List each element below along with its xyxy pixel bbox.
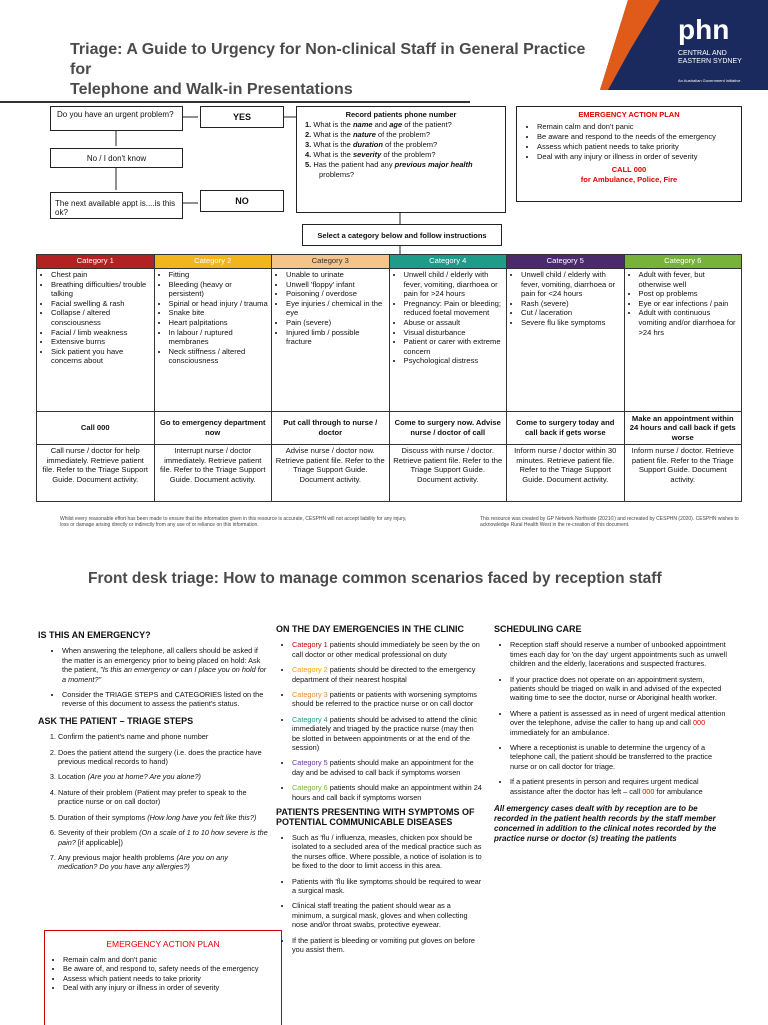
eap-bottom-list: [45, 955, 281, 993]
category-4-symptoms: [389, 269, 507, 412]
day-emergency-item: [292, 665, 482, 684]
category-5-action: Come to surgery today and call back if gets worse: [507, 412, 625, 445]
category-4-action: Come to surgery now. Advise nurse / doctor of call: [389, 412, 507, 445]
category-action-row: [37, 412, 742, 445]
category-5-instruction: Inform nurse / doctor within 30 minutes. Retrieve patient file. Refer to the Triage Support Guide. Document activity.: [507, 445, 625, 502]
scheduling-list: [494, 640, 730, 796]
record-item-number: 2.: [305, 130, 314, 139]
scheduling-text: Reception staff should reserve a number of unbooked appointment times each day for 'on the day' urgent appointments such as unwell children and the elderly, lacerations and suspected fractures.: [510, 640, 727, 669]
triage-step-text: Confirm the patient's name and phone number: [58, 732, 209, 742]
category-2-header: Category 2: [154, 255, 272, 269]
eap-bottom-item: • Deal with any injury or illness in order of severity: [63, 983, 281, 992]
emergency-plan-top: [516, 106, 742, 202]
category-6-action: Make an appointment within 24 hours and call back if gets worse: [624, 412, 742, 445]
record-item-text: of the problem?: [375, 130, 431, 139]
select-category-label: Select a category below and follow instructions: [317, 231, 487, 240]
eap-top-list: [523, 122, 735, 162]
yes-label: YES: [232, 112, 251, 122]
communicable-item: • Patients with 'flu like symptoms should be required to wear a surgical mask.: [292, 877, 482, 896]
day-emergency-text: patients should be directed to the emergency department of their nearest hospital: [292, 665, 476, 684]
scheduling-text: Where a patient is assessed as in need of urgent medical attention over the telephone, advise the caller to hang up and call: [510, 708, 726, 728]
scheduling-item: [510, 640, 730, 668]
symptom-item: • Spinal or head injury / trauma: [169, 299, 269, 309]
symptom-list: [628, 270, 739, 337]
column-emergency: [38, 631, 268, 878]
eap-bottom-title: EMERGENCY ACTION PLAN: [106, 939, 220, 949]
record-item-number: 3.: [305, 140, 314, 149]
record-item-emphasis: nature: [352, 130, 376, 139]
triage-step: [58, 813, 268, 822]
record-item-text: Has the patient had any: [313, 160, 395, 169]
triage-step: [58, 772, 268, 781]
symptom-item: • In labour / ruptured membranes: [169, 328, 269, 347]
symptom-item: • Pregnancy: Pain or bleeding; reduced foetal movement: [404, 299, 504, 318]
symptom-item: • Heart palpitations: [169, 318, 269, 328]
symptom-item: • Unwell child / elderly with fever, vomiting, diarrhoea or pain for >24 hours: [404, 270, 504, 299]
symptom-list: [275, 270, 386, 347]
record-item-text: What is the: [313, 150, 353, 159]
category-2-action: Go to emergency department now: [154, 412, 272, 445]
symptom-item: • Poisoning / overdose: [286, 289, 386, 299]
emergency-bullet-1: [62, 646, 268, 684]
category-6-header: Category 6: [624, 255, 742, 269]
no-dont-know-label: No / I don't know: [86, 154, 147, 163]
disclaimer-left: Whilst every reasonable effort has been made to ensure that the information given in this resource is accurate, CESPHN will not accept liability for any injury, loss or damage arising directly or indirectly from any use of or reliance on this information.: [60, 516, 407, 528]
category-4-instruction: Discuss with nurse / doctor. Retrieve patient file. Refer to the Triage Support Guide. Document activity.: [389, 445, 507, 502]
title-line-1: Triage: A Guide to Urgency for Non-clinical Staff in General Practice for: [70, 41, 586, 78]
triage-step-question: (Are you on any medication? Do you have any allergies?): [58, 852, 228, 872]
category-label: Category 6: [292, 783, 328, 793]
triage-step-text: Duration of their symptoms: [58, 812, 148, 822]
symptom-item: • Severe flu like symptoms: [521, 318, 621, 328]
eap-top-item: • Be aware and respond to the needs of the emergency: [537, 132, 735, 142]
next-appt-label: The next available appt is....is this ok?: [55, 199, 176, 217]
triage-step: [58, 748, 268, 767]
logo-line-1: CENTRAL AND: [678, 50, 727, 57]
record-item: [303, 140, 499, 150]
day-emergency-item: [292, 783, 482, 802]
eap-bottom-item: • Be aware of, and respond to, safety needs of the emergency: [63, 964, 281, 973]
emergency-number: 000: [642, 786, 655, 796]
record-item-text: problems?: [319, 170, 355, 179]
category-label: Category 1: [292, 640, 328, 650]
column-day-emergencies: [276, 625, 482, 960]
title-line-2: Telephone and Walk-in Presentations: [70, 81, 353, 98]
heading-communicable: PATIENTS PRESENTING WITH SYMPTOMS OF POTENTIAL COMMUNICABLE DISEASES: [276, 807, 475, 827]
symptom-item: • Eye injuries / chemical in the eye: [286, 299, 386, 318]
symptom-item: • Snake bite: [169, 308, 269, 318]
category-6-instruction: Inform nurse / doctor. Retrieve patient file. Refer to the Triage Support Guide. Document activity.: [624, 445, 742, 502]
eap-top-call: CALL 000: [611, 165, 647, 174]
record-list: [303, 120, 499, 180]
record-item-text: What is the: [313, 140, 353, 149]
record-item-text: of the problem?: [381, 150, 436, 159]
symptom-item: • Unable to urinate: [286, 270, 386, 280]
record-title: Record patients phone number: [345, 110, 457, 119]
day-emergency-item: [292, 690, 482, 709]
emergency-number: 000: [692, 718, 706, 728]
logo-text: phn: [678, 14, 730, 45]
record-item-emphasis: severity: [352, 150, 382, 159]
day-emergency-text: patients should immediately be seen by the on call doctor or other medical professional on duty: [292, 640, 480, 659]
scheduling-item: [510, 777, 730, 796]
triage-step-text: Severity of their problem: [58, 828, 140, 838]
heading-scheduling: SCHEDULING CARE: [494, 624, 582, 634]
logo-tagline: An Australian Government Initiative: [678, 78, 741, 83]
eap-top-item: • Deal with any injury or illness in order of severity: [537, 152, 735, 162]
record-item-number: 5.: [305, 160, 314, 169]
day-emergency-item: [292, 758, 482, 777]
eap-top-title: EMERGENCY ACTION PLAN: [578, 110, 680, 119]
symptom-item: • Pain (severe): [286, 318, 386, 328]
triage-steps-list: [38, 732, 268, 871]
category-label: Category 4: [292, 714, 328, 724]
symptom-item: • Fitting: [169, 270, 269, 280]
emergency-bullets: [38, 646, 268, 708]
symptom-item: • Unwell 'floppy' infant: [286, 280, 386, 290]
day-emergency-text: patients should make an appointment for the day and be advised to call back if symptoms worsen: [292, 758, 474, 777]
symptom-item: • Unwell child / elderly with fever, vomiting, diarrhoea or pain for <24 hours: [521, 270, 621, 299]
symptom-item: • Adult with continuous vomiting and/or diarrhoea for >24 hrs: [639, 308, 739, 337]
category-3-header: Category 3: [272, 255, 390, 269]
symptom-item: • Eye or ear infections / pain: [639, 299, 739, 309]
symptom-item: • Injured limb / possible fracture: [286, 328, 386, 347]
record-item-text: What is the: [313, 120, 353, 129]
category-1-action: Call 000: [37, 412, 155, 445]
category-label: Category 3: [292, 690, 328, 700]
symptom-item: • Neck stiffness / altered consciousness: [169, 347, 269, 366]
symptom-list: [510, 270, 621, 328]
category-2-symptoms: [154, 269, 272, 412]
symptom-item: • Psychological distress: [404, 356, 504, 366]
category-1-symptoms: [37, 269, 155, 412]
record-item-text: of the patient?: [402, 120, 452, 129]
triage-step: [58, 732, 268, 741]
symptom-item: • Facial / limb weakness: [51, 328, 151, 338]
day-emergency-text: patients should make an appointment within 24 hours and call back if symptoms worsen: [292, 783, 482, 802]
category-instruction-row: [37, 445, 742, 502]
category-1-instruction: Call nurse / doctor for help immediately. Retrieve patient file. Refer to the Triage Support Guide. Document activity.: [37, 445, 155, 502]
emergency-bullet-2: [62, 690, 268, 709]
record-item-number: 1.: [305, 120, 314, 129]
record-item-emphasis: previous major health: [394, 160, 473, 169]
communicable-list: [276, 833, 482, 954]
symptom-item: • Bleeding (heavy or persistent): [169, 280, 269, 299]
scheduling-text: If your practice does not operate on an appointment system, patients should be triaged on walk in and advised of the expected waiting time to see the doctor, nurse or Aboriginal health worker.: [510, 674, 722, 703]
heading-day-emergencies: ON THE DAY EMERGENCIES IN THE CLINIC: [276, 624, 465, 634]
category-3-instruction: Advise nurse / doctor now. Retrieve patient file. Refer to the Triage Support Guide. Document activity.: [272, 445, 390, 502]
record-box: [296, 106, 506, 213]
symptom-list: [40, 270, 151, 366]
symptom-item: • Sick patient you have concerns about: [51, 347, 151, 366]
record-item-text: What is the: [313, 130, 353, 139]
record-item: [303, 120, 499, 130]
day-emergency-item: [292, 640, 482, 659]
category-table: [36, 254, 742, 502]
triage-step: [58, 788, 268, 807]
urgent-question: Do you have an urgent problem?: [57, 110, 174, 119]
day-emergency-item: [292, 715, 482, 753]
category-6-symptoms: [624, 269, 742, 412]
day-emergency-text: patients should be advised to attend the clinic immediately and triaged by the practice nurse (may then be slotted in between appointments or at the end of the session): [292, 714, 477, 753]
triage-step-text: Nature of their problem (Patient may prefer to speak to the practice nurse or on call doctor): [58, 787, 247, 807]
symptom-item: • Breathing difficulties/ trouble talking: [51, 280, 151, 299]
category-3-symptoms: [272, 269, 390, 412]
triage-step: [58, 828, 268, 847]
scheduling-note: All emergency cases dealt with by reception are to be recorded in the patient health records by the staff member concerned in addition to the clinical notes recorded by the practice nurse or doctor (s) treating the patients: [494, 804, 717, 844]
symptom-item: • Facial swelling & rash: [51, 299, 151, 309]
triage-step-text: Any previous major health problems: [58, 852, 177, 862]
emergency-bullet-1-quote: "Is this an emergency or can I place you on hold for a moment?": [62, 665, 267, 684]
section2-title: Front desk triage: How to manage common scenarios faced by reception staff: [88, 570, 662, 587]
communicable-item: • Such as 'flu / influenza, measles, chicken pox should be isolated to a secluded area of the medical practice such as the nurses office. Where possible, a notice of isolation is to be fixed to the door to limit access in this area.: [292, 833, 482, 871]
symptom-item: • Extensive burns: [51, 337, 151, 347]
day-emergency-text: patients or patients with worsening symptoms should be referred to the practice nurse or on call doctor: [292, 690, 477, 709]
triage-step-text: Does the patient attend the surgery (i.e. does the practice have previous medical records to hand): [58, 747, 262, 767]
symptom-item: • Adult with fever, but otherwise well: [639, 270, 739, 289]
record-item-emphasis: age: [389, 120, 403, 129]
heading-is-emergency: IS THIS AN EMERGENCY?: [38, 630, 151, 640]
no-label: NO: [235, 196, 249, 206]
category-label: Category 2: [292, 665, 328, 675]
communicable-item: • If the patient is bleeding or vomiting put gloves on before you assist them.: [292, 936, 482, 955]
emergency-bullet-2-text: Consider the TRIAGE STEPS and CATEGORIES listed on the reverse of this document to assess the patient's status.: [62, 690, 264, 709]
emergency-bullet-1-text: When answering the telephone, all callers should be asked if the matter is an emergency prior to being placed on hold: Ask the patient,: [62, 646, 261, 675]
eap-bottom-item: • Remain calm and don't panic: [63, 955, 281, 964]
logo-line-2: EASTERN SYDNEY: [678, 58, 742, 65]
eap-top-item: • Assess which patient needs to take priority: [537, 142, 735, 152]
record-item-text: of the problem?: [382, 140, 438, 149]
symptom-item: • Cut / laceration: [521, 308, 621, 318]
symptom-item: • Abuse or assault: [404, 318, 504, 328]
category-1-header: Category 1: [37, 255, 155, 269]
symptom-item: • Chest pain: [51, 270, 151, 280]
communicable-item: • Clinical staff treating the patient should wear as a minimum, a surgical mask, gloves and when collecting nose and/or throat swabs, protective eyewear.: [292, 901, 482, 929]
scheduling-item: [510, 743, 730, 771]
record-item: [303, 150, 499, 160]
symptom-item: • Visual disturbance: [404, 328, 504, 338]
scheduling-text: If a patient presents in person and requires urgent medical assistance after the doctor has left – call: [510, 777, 699, 796]
category-5-symptoms: [507, 269, 625, 412]
category-label: Category 5: [292, 758, 328, 768]
symptom-list: [158, 270, 269, 366]
scheduling-text: for ambulance: [654, 786, 703, 796]
symptom-item: • Patient or carer with extreme concern: [404, 337, 504, 356]
select-category-box: [302, 224, 502, 246]
triage-step-question: (Are you at home? Are you alone?): [87, 772, 201, 782]
record-item: [303, 130, 499, 140]
disclaimer-right: This resource was created by GP Network Northside (2021©) and recreated by CESPHN (2020). CESPHN wishes to acknowledge Rural Health West in the re-creation of this document.: [480, 516, 739, 528]
emergency-plan-bottom: [44, 930, 282, 1025]
heading-triage-steps: ASK THE PATIENT – TRIAGE STEPS: [38, 715, 194, 726]
scheduling-item: [510, 709, 730, 737]
triage-step-question: (How long have you felt like this?): [147, 812, 257, 822]
category-5-header: Category 5: [507, 255, 625, 269]
record-item-number: 4.: [305, 150, 314, 159]
triage-step-question: (On a scale of 1 to 10 how severe is the pain?: [58, 828, 268, 847]
category-header-row: [37, 255, 742, 269]
category-3-action: Put call through to nurse / doctor: [272, 412, 390, 445]
category-items-row: [37, 269, 742, 412]
record-item-emphasis: name: [352, 120, 373, 129]
category-4-header: Category 4: [389, 255, 507, 269]
record-item-text: and: [372, 120, 390, 129]
eap-top-item: • Remain calm and don't panic: [537, 122, 735, 132]
column-scheduling: [494, 625, 730, 844]
eap-top-call-sub: for Ambulance, Police, Fire: [580, 175, 678, 184]
triage-step-text: Location: [58, 772, 88, 782]
day-emergency-list: [276, 640, 482, 802]
scheduling-item: [510, 675, 730, 703]
category-2-instruction: Interrupt nurse / doctor immediately. Retrieve patient file. Refer to the Triage Support Guide. Document activity.: [154, 445, 272, 502]
scheduling-text: immediately for an ambulance.: [510, 727, 610, 737]
symptom-item: • Collapse / altered consciousness: [51, 308, 151, 327]
scheduling-text: Where a receptionist is unable to determine the urgency of a telephone call, the patient should be transferred to the practice nurse or on call doctor for triage.: [510, 743, 713, 771]
triage-step: [58, 853, 268, 872]
eap-bottom-item: • Assess which patient needs to take priority: [63, 974, 281, 983]
triage-step-tail: [if applicable]): [75, 837, 123, 847]
record-item-emphasis: duration: [352, 140, 383, 149]
symptom-item: • Post op problems: [639, 289, 739, 299]
symptom-list: [393, 270, 504, 366]
record-item: [303, 160, 499, 180]
symptom-item: • Rash (severe): [521, 299, 621, 309]
